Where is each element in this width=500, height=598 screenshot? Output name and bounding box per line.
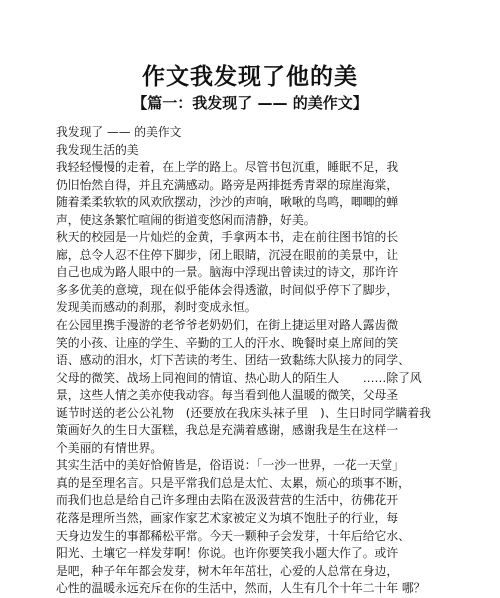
text-line: 秋天的校园是一片灿烂的金黄，手拿两本书，走在前往图书馆的长 [56,230,399,245]
text-line: 阳光、土壤它一样发芽啊！你说。也许你要笑我小题大作了。或许 [56,546,399,561]
text-line: 我轻轻慢慢的走着，在上学的路上。尽管书包沉重，睡眠不足，我 [56,160,399,175]
text-line: 而我们也总是给自己许多理由去陷在汲汲营营的生活中，彷佛花开 [56,493,399,508]
text-line: 其实生活中的美好恰俯皆是，俗语说：「一沙一世界，一花一天堂」 [56,458,405,473]
text-line: 个美丽的有情世界。 [56,440,163,455]
text-line: 诞节时送的老公公礼物 (还要放在我床头袜子里 )、生日时同学瞒着我 [56,405,431,420]
text-line: 自己也成为路人眼中的一景。脑海中浮现出曾读过的诗文，那许许 [56,265,399,280]
text-line: 在公园里携手漫游的老爷爷老奶奶们，在街上捷运里对路人露齿微 [56,318,399,333]
article-body [56,124,436,598]
text-line: 是吧，种子年年都会发芽，树木年年茁壮，心爱的人总常在身边， [56,563,399,578]
text-line: 心性的温暖永远充斥在你的生活中，然而，人生有几个十年二十年 哪？ [56,581,426,596]
text-line: 多多优美的意境，现在似乎能体会得透澈，时间似乎停下了脚步， [56,282,399,297]
section-heading: 【篇一：我发现了 —— 的美作文】 [132,94,368,112]
text-line: 我发现了 —— 的美作文 [56,125,182,139]
text-line: 策画好久的生日大蛋糕，我总是充满着感谢，感谢我是生在这样一 [56,423,399,438]
text-line: 父母的微笑、战场上同袍间的情谊、热心助人的陌生人 ……除了风 [56,370,422,385]
text-line: 廊，总令人忍不住停下脚步，闭上眼睛，沉浸在眼前的美景中，让 [56,247,399,262]
text-line: 随着柔柔软软的风欢欣摆动，沙沙的声响，啾啾的鸟鸣，唧唧的蝉 [56,195,399,210]
text-line: 笑的小孩、让座的学生、辛勤的工人的汗水、晚餐时桌上席间的笑 [56,335,399,350]
text-line: 景，这些人情之美亦使我动容。每当看到他人温暖的微笑，父母圣 [56,388,399,403]
text-line: 花落是理所当然，画家作家艺术家被定义为填不饱肚子的行业，每 [56,511,399,526]
text-line: 仍旧怡然自得，并且充满感动。路旁是两排挺秀青翠的琼崖海棠， [56,177,399,192]
text-line: 天身边发生的事都稀松平常。今天一颗种子会发芽，十年后给它水、 [56,528,410,543]
text-line: 发现美而感动的刹那，刹时变成永恒。 [56,300,257,315]
page-title: 作文我发现了他的美 [142,64,358,90]
text-line: 我发现生活的美 [56,142,139,157]
text-line: 真的是至理名言。只是平常我们总是太忙、太累，烦心的琐事不断， [56,475,410,490]
text-line: 声，使这条繁忙喧闹的街道变悠闲而清静，好美。 [56,212,316,227]
text-line: 语、感动的泪水，灯下苦读的考生、团结一致黏练大队接力的同学、 [56,353,410,368]
